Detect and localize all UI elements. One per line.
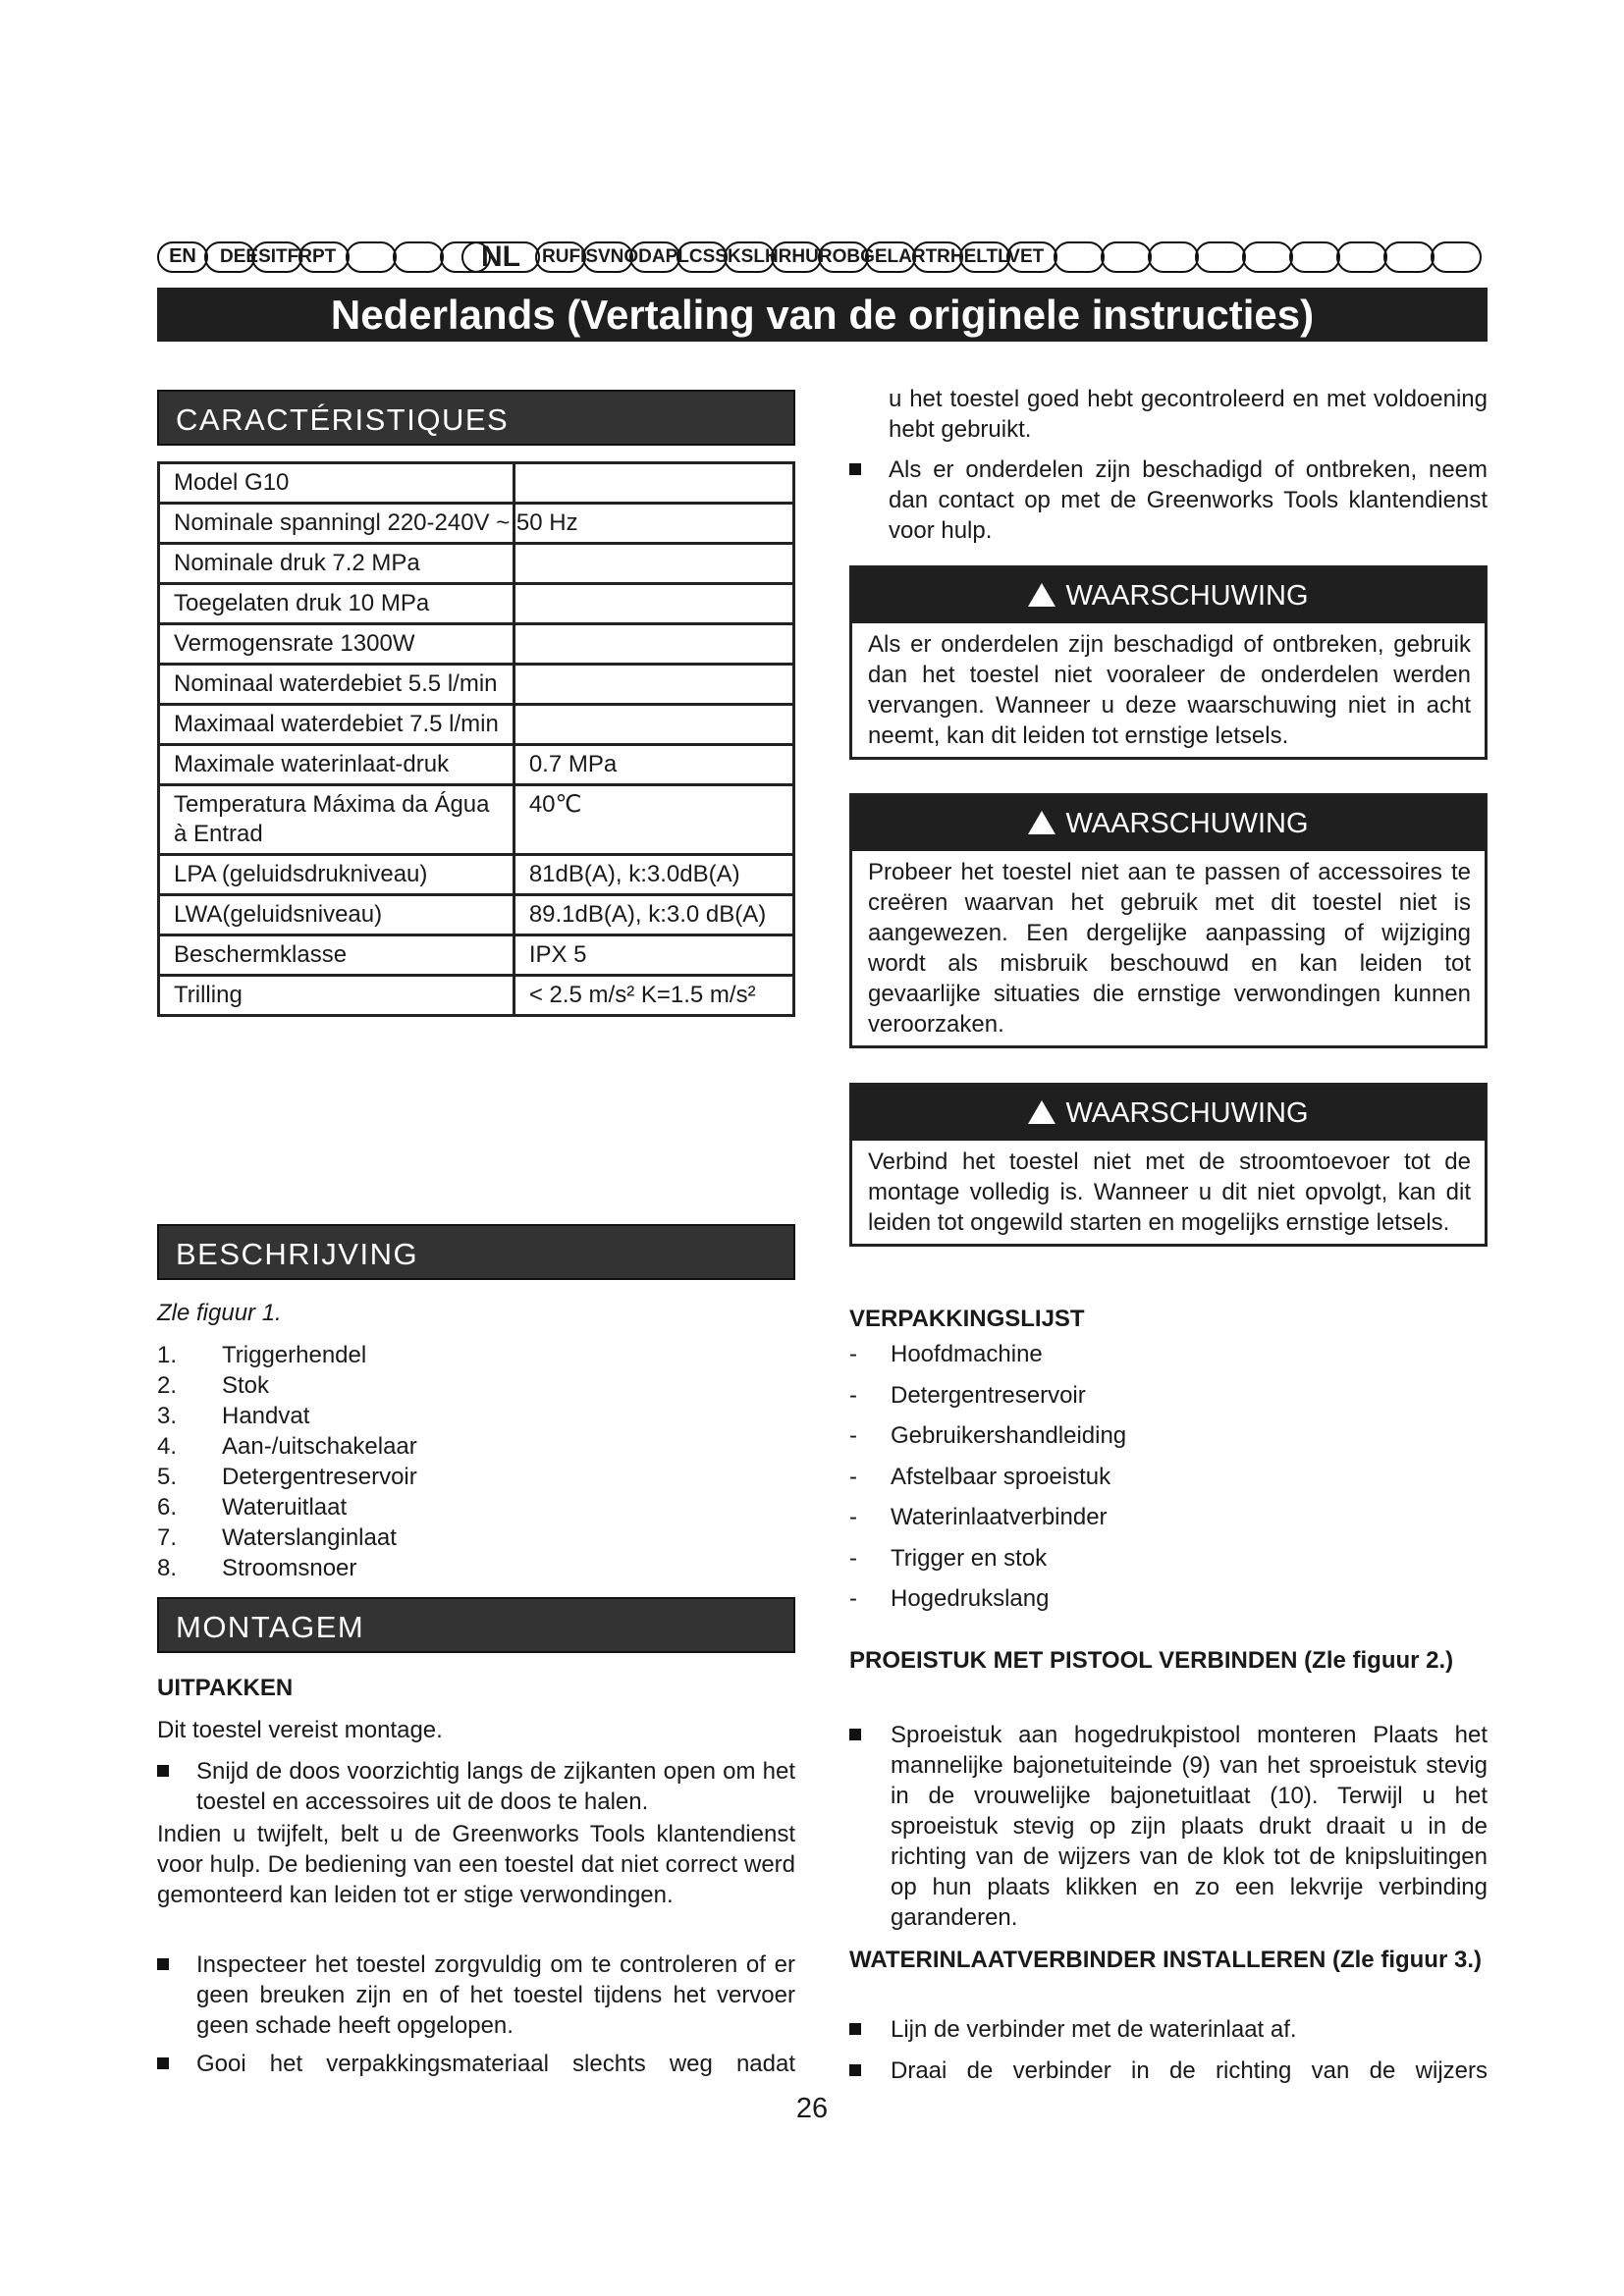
- heading-verpakkingslijst: VERPAKKINGSLIJST: [849, 1306, 1085, 1332]
- bullet-item: [849, 2014, 1488, 2045]
- lang-oval[interactable]: [1431, 241, 1482, 273]
- warning-triangle-icon: !: [1028, 811, 1056, 834]
- warning-triangle-icon: !: [1028, 583, 1056, 607]
- table-row: [159, 855, 794, 895]
- list-text: Trigger en stok: [891, 1544, 1048, 1572]
- list-text: Detergentreservoir: [891, 1381, 1086, 1409]
- table-row: [159, 665, 794, 705]
- list-number: 4.: [157, 1433, 178, 1460]
- warning-text: Probeer het toestel niet aan te passen of accessoires te creëren waarvan het gebruik met dit toestel niet is aangewezen. Een dergelijke aanpassing of wijziging wordt als misbruik beschouwd en kan leiden tot gevaarlijke situaties die ernstige verwondingen kunnen veroorzaken.: [868, 859, 1471, 1038]
- spec-value: [514, 584, 793, 624]
- spec-value: [514, 624, 793, 665]
- warning-header: [852, 796, 1485, 851]
- list-text: Wateruitlaat: [222, 1494, 348, 1521]
- list-number: 1.: [157, 1342, 178, 1368]
- table-row: [159, 785, 794, 855]
- spec-value: 40℃: [514, 785, 793, 855]
- heading-waterinlaat: WATERINLAATVERBINDER INSTALLEREN (Zle figuur 3.): [849, 1947, 1482, 1973]
- list-text: Detergentreservoir: [222, 1464, 417, 1490]
- warning-text: Verbind het toestel niet met de stroomtoevoer tot de montage volledig is. Wanneer u dit niet opvolgt, kan dit leiden tot ongewild starten en mogelijks ernstige letsels.: [868, 1148, 1471, 1236]
- lang-oval[interactable]: [1242, 241, 1293, 273]
- spec-label: Temperatura Máxima da Água à Entrad: [159, 785, 514, 855]
- lang-oval[interactable]: [1195, 241, 1246, 273]
- spec-value: IPX 5: [514, 935, 793, 976]
- warning-title: WAARSCHUWING: [1065, 1097, 1309, 1129]
- spec-label: Trilling: [159, 976, 514, 1016]
- table-row: [159, 504, 794, 544]
- bullet-continuation: u het toestel goed hebt gecontroleerd en met voldoening hebt gebruikt.: [889, 386, 1488, 443]
- bullet-item: [849, 1720, 1488, 1933]
- list-text: Stok: [222, 1372, 270, 1399]
- heading-uitpakken: UITPAKKEN: [157, 1675, 294, 1701]
- list-text: Waterslanginlaat: [222, 1524, 397, 1551]
- lang-oval[interactable]: [1054, 241, 1105, 273]
- lang-oval[interactable]: [346, 241, 397, 273]
- spec-value: < 2.5 m/s² K=1.5 m/s²: [514, 976, 793, 1016]
- table-row: [159, 935, 794, 976]
- bullet-item: [157, 1756, 795, 1817]
- lang-oval[interactable]: [1101, 241, 1152, 273]
- warning-title: WAARSCHUWING: [1065, 808, 1309, 839]
- spec-label: LPA (geluidsdrukniveau): [159, 855, 514, 895]
- dash-bullet: -: [849, 1463, 857, 1490]
- warning-box: [849, 1083, 1488, 1247]
- bullet-text: Sproeistuk aan hogedrukpistool monteren Plaats het mannelijke bajonetuiteinde (9) van het sproeistuk stevig in de vrouwelijke bajonetuitlaat (10). Terwijl u het sproeistuk stevig op zijn plaats drukt draait u in de richting van de wijzers van de klok tot de knipsluitingen op hun plaats klikken en zo een lekvrije verbinding garanderen.: [891, 1722, 1488, 1931]
- dash-bullet: -: [849, 1585, 857, 1612]
- table-row: [159, 745, 794, 785]
- list-text: Waterinlaatverbinder: [891, 1504, 1108, 1530]
- spec-label: Beschermklasse: [159, 935, 514, 976]
- bullet-item: [849, 454, 1488, 546]
- bullet-text: Als er onderdelen zijn beschadigd of ontbreken, neem dan contact op met de Greenworks Tools klantendienst voor hulp.: [889, 456, 1488, 544]
- dash-bullet: -: [849, 1341, 857, 1367]
- warning-title: WAARSCHUWING: [1065, 580, 1309, 612]
- list-text: Hogedrukslang: [891, 1585, 1050, 1612]
- warning-header: [852, 568, 1485, 623]
- list-text: Hoofdmachine: [891, 1341, 1043, 1367]
- list-text: Aan-/uitschakelaar: [222, 1433, 417, 1460]
- list-number: 8.: [157, 1555, 178, 1581]
- lang-oval[interactable]: [1383, 241, 1435, 273]
- list-number: 6.: [157, 1494, 178, 1521]
- lang-oval[interactable]: [1289, 241, 1340, 273]
- lang-codes-right: RUFISVNODAPLCSSKSLHRHUROBGELARTRHELTLVET: [542, 246, 1045, 267]
- warning-triangle-icon: !: [1028, 1100, 1056, 1124]
- spec-value: 89.1dB(A), k:3.0 dB(A): [514, 895, 793, 935]
- spec-value: 0.7 MPa: [514, 745, 793, 785]
- language-bar: [157, 241, 1488, 275]
- bullet-square-icon: [849, 463, 861, 475]
- warning-header: [852, 1086, 1485, 1141]
- dash-bullet: -: [849, 1544, 857, 1572]
- warning-text: Als er onderdelen zijn beschadigd of ontbreken, gebruik dan het toestel niet vooraleer de onderdelen werden vervangen. Wanneer u deze waarschuwing niet in acht neemt, kan dit leiden tot ernstige letsels.: [868, 631, 1471, 749]
- list-number: 5.: [157, 1464, 178, 1490]
- list-text: Handvat: [222, 1403, 310, 1429]
- warning-box: [849, 793, 1488, 1048]
- bullet-text: Gooi het verpakkingsmateriaal slechts weg nadat: [196, 2051, 795, 2077]
- spec-value: [514, 463, 793, 504]
- list-text: Triggerhendel: [222, 1342, 367, 1368]
- table-row: [159, 705, 794, 745]
- page-number: 26: [795, 2093, 829, 2124]
- spec-value: [514, 544, 793, 584]
- lang-oval-nl[interactable]: NL: [461, 241, 540, 273]
- table-row: [159, 976, 794, 1016]
- table-row: [159, 584, 794, 624]
- list-text: Gebruikershandleiding: [891, 1422, 1127, 1449]
- bullet-square-icon: [157, 2057, 169, 2069]
- bullet-square-icon: [849, 2023, 861, 2035]
- lang-oval[interactable]: [1336, 241, 1387, 273]
- lang-codes-left: DEESITFRPT: [220, 246, 337, 267]
- spec-label: Vermogensrate 1300W: [159, 624, 514, 665]
- bullet-item: [157, 1949, 795, 2041]
- spec-label: Nominale spanningl 220-240V ~ 50 Hz: [159, 504, 514, 544]
- spec-label: LWA(geluidsniveau): [159, 895, 514, 935]
- warning-box: [849, 565, 1488, 760]
- list-number: 2.: [157, 1372, 178, 1399]
- uitpakken-intro: Dit toestel vereist montage.: [157, 1717, 443, 1743]
- spec-value: [514, 705, 793, 745]
- section-header-beschrijving: BESCHRIJVING: [157, 1224, 795, 1280]
- bullet-square-icon: [157, 1765, 169, 1777]
- list-text: Stroomsnoer: [222, 1555, 357, 1581]
- spec-table: [157, 461, 795, 1017]
- dash-bullet: -: [849, 1381, 857, 1409]
- uitpakken-paragraph: Indien u twijfelt, belt u de Greenworks Tools klantendienst voor hulp. De bediening van een toestel dat niet correct werd gemonteerd kan leiden tot er stige verwondingen.: [157, 1821, 795, 1908]
- table-row: [159, 895, 794, 935]
- spec-label: Toegelaten druk 10 MPa: [159, 584, 514, 624]
- bullet-square-icon: [849, 2064, 861, 2076]
- spec-value: [514, 665, 793, 705]
- spec-label: Maximale waterinlaat-druk: [159, 745, 514, 785]
- list-number: 3.: [157, 1403, 178, 1429]
- list-text: Afstelbaar sproeistuk: [891, 1463, 1111, 1490]
- dash-bullet: -: [849, 1504, 857, 1530]
- table-row: [159, 463, 794, 504]
- dash-bullet: -: [849, 1422, 857, 1449]
- bullet-text: Inspecteer het toestel zorgvuldig om te controleren of er geen breuken zijn en of het toestel tijdens het vervoer geen schade heeft opgelopen.: [196, 1951, 795, 2039]
- table-row: [159, 624, 794, 665]
- figure-reference: Zle figuur 1.: [157, 1300, 282, 1326]
- bullet-text: Lijn de verbinder met de waterinlaat af.: [891, 2016, 1297, 2043]
- spec-value: 81dB(A), k:3.0dB(A): [514, 855, 793, 895]
- page-title: Nederlands (Vertaling van de originele instructies): [157, 288, 1488, 342]
- spec-label: Maximaal waterdebiet 7.5 l/min: [159, 705, 514, 745]
- bullet-square-icon: [849, 1729, 861, 1740]
- bullet-text: Snijd de doos voorzichtig langs de zijkanten open om het toestel en accessoires uit de doos te halen.: [196, 1758, 795, 1815]
- list-number: 7.: [157, 1524, 178, 1551]
- section-header-montagem: MONTAGEM: [157, 1597, 795, 1653]
- section-header-caracteristiques: CARACTÉRISTIQUES: [157, 390, 795, 446]
- bullet-item: [849, 2056, 1488, 2086]
- lang-oval-en[interactable]: EN: [157, 241, 208, 273]
- bullet-square-icon: [157, 1958, 169, 1970]
- lang-oval[interactable]: [1148, 241, 1199, 273]
- lang-oval[interactable]: [393, 241, 444, 273]
- bullet-item: [157, 2049, 795, 2079]
- bullet-text: Draai de verbinder in de richting van de wijzers: [891, 2057, 1488, 2084]
- spec-label: Nominale druk 7.2 MPa: [159, 544, 514, 584]
- table-row: [159, 544, 794, 584]
- spec-label: Nominaal waterdebiet 5.5 l/min: [159, 665, 514, 705]
- heading-proeistuk: PROEISTUK MET PISTOOL VERBINDEN (Zle figuur 2.): [849, 1647, 1454, 1674]
- spec-label: Model G10: [159, 463, 514, 504]
